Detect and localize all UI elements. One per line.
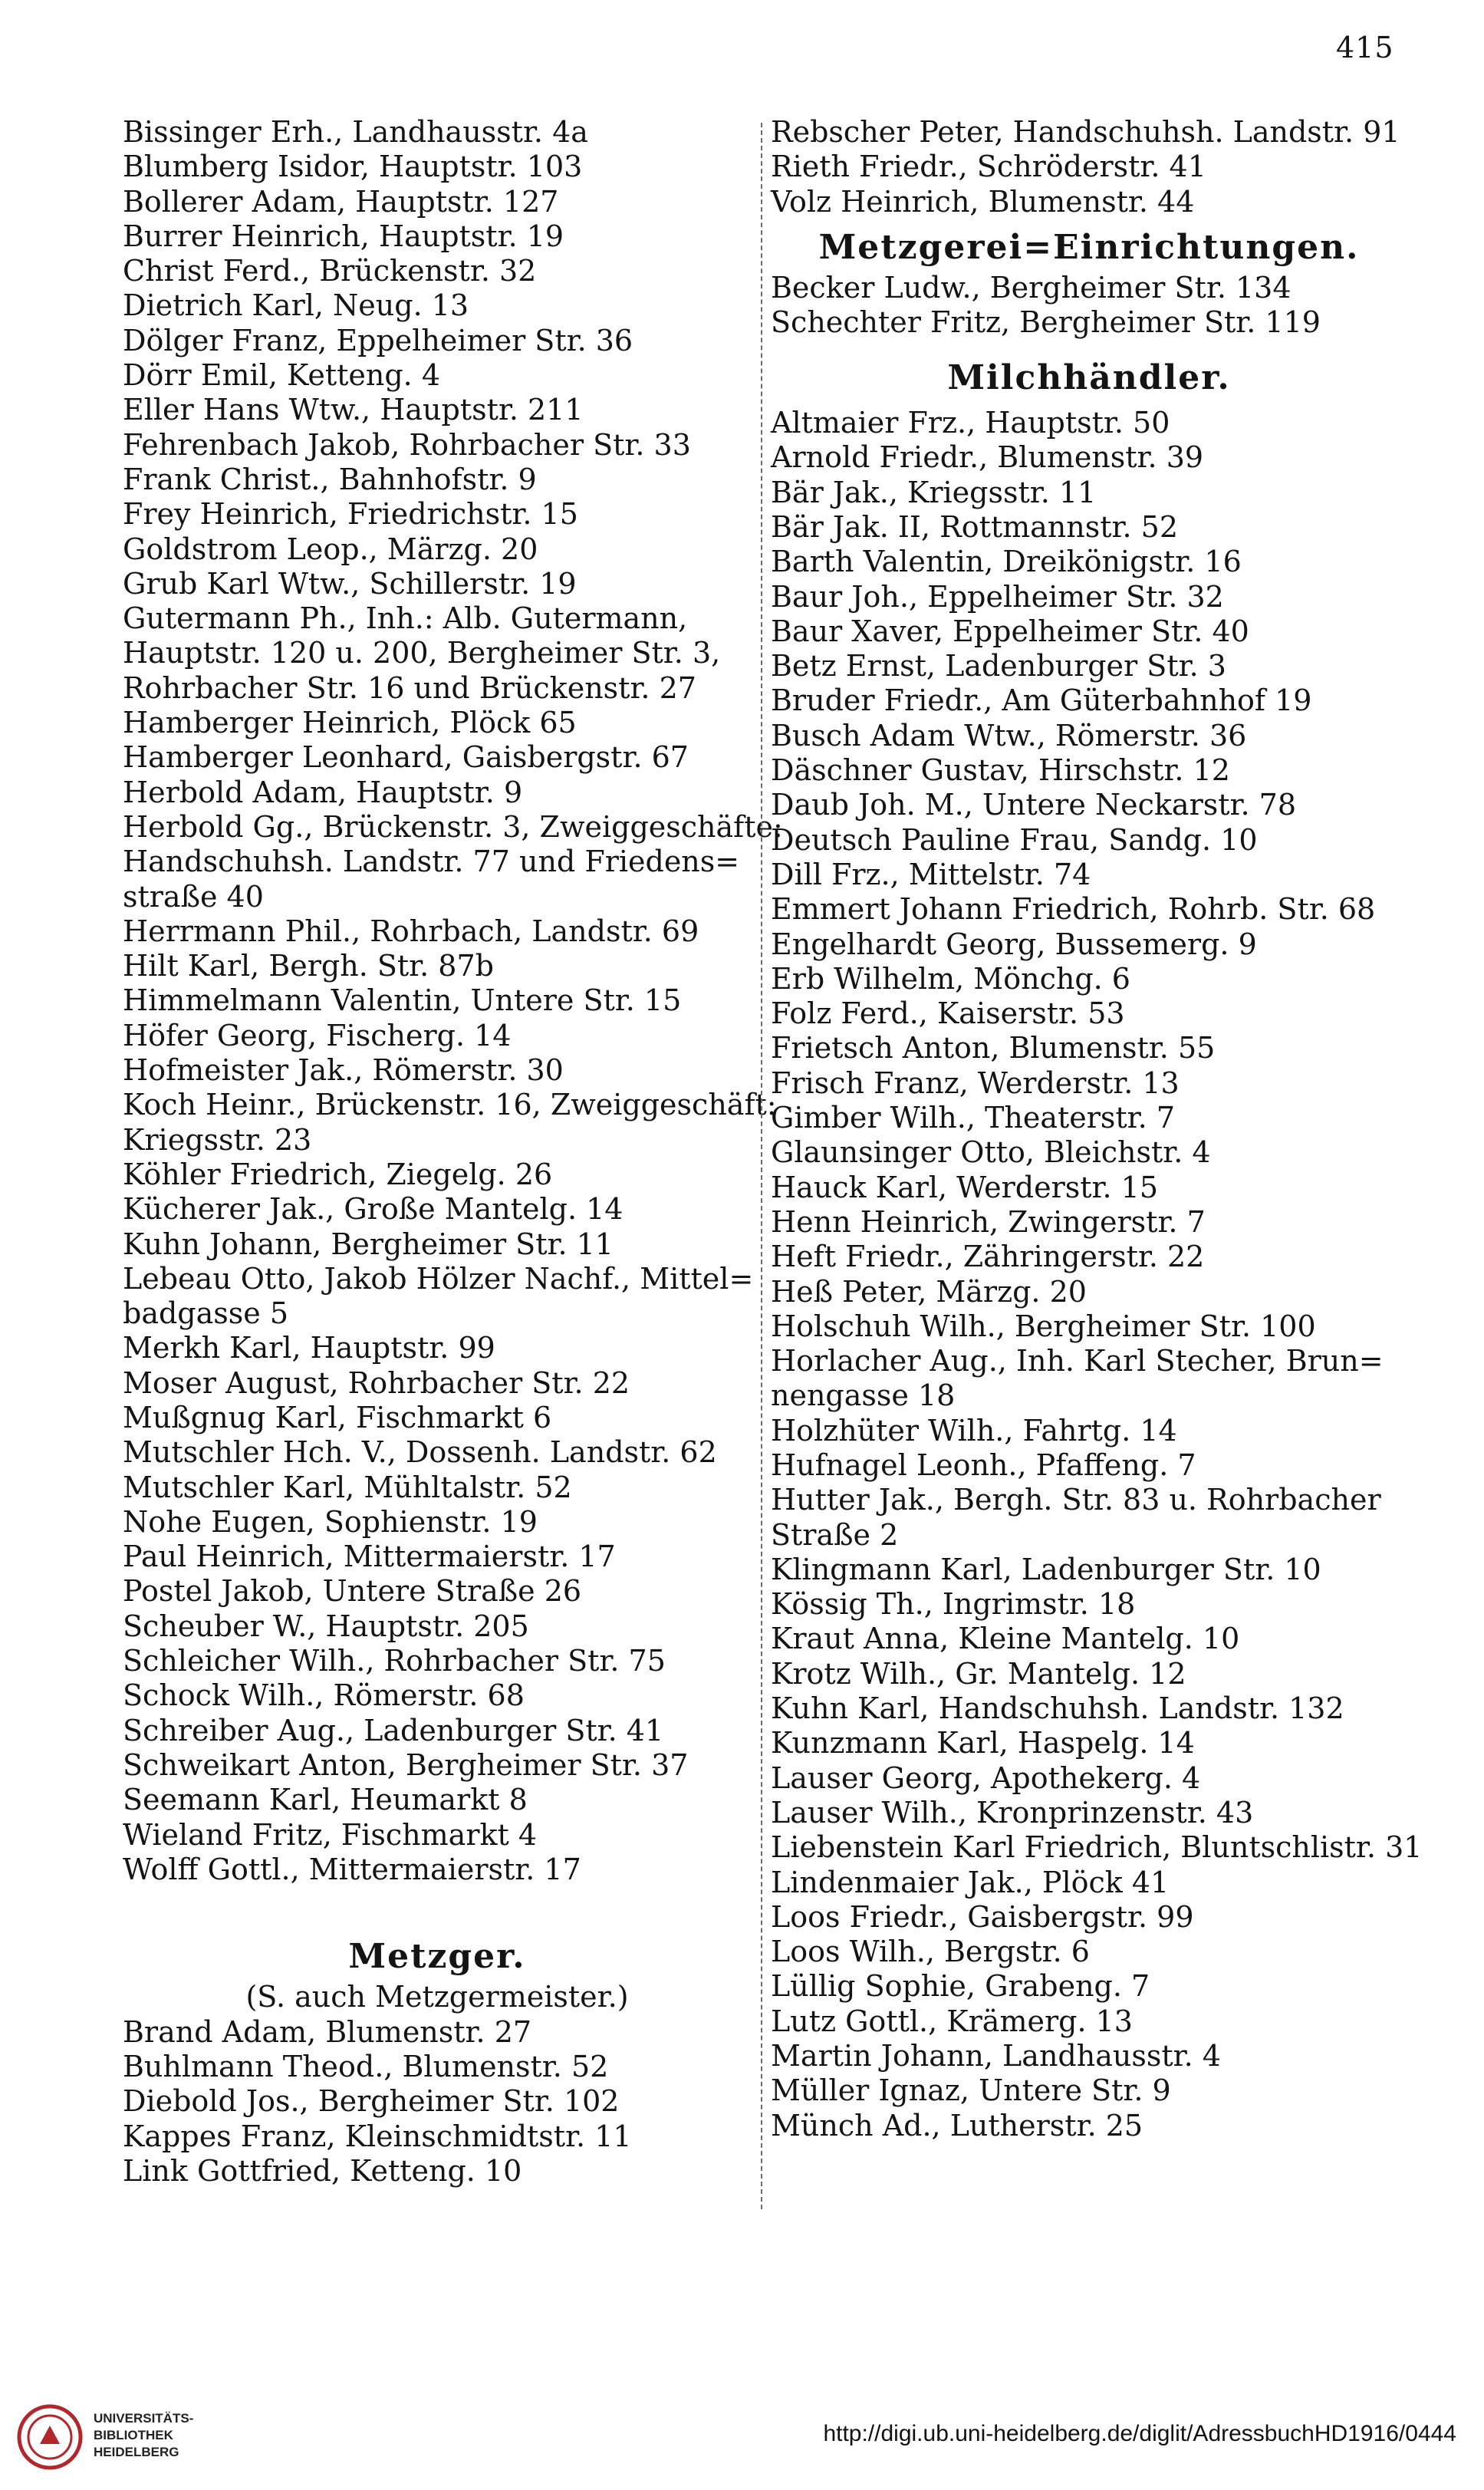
entry-line: Koch Heinr., Brückenstr. 16, Zweiggeschäft:: [123, 1088, 777, 1122]
source-url-link[interactable]: http://digi.ub.uni-heidelberg.de/diglit/AdressbuchHD1916/0444: [823, 2421, 1456, 2446]
entry-line: Kraut Anna, Kleine Mantelg. 10: [771, 1622, 1240, 1656]
entry-line: Himmelmann Valentin, Untere Str. 15: [123, 983, 682, 1018]
entry-line: Erb Wilhelm, Mönchg. 6: [771, 961, 1130, 996]
directory-entry: [123, 2119, 752, 2154]
entry-line: Betz Ernst, Ladenburger Str. 3: [771, 649, 1226, 683]
directory-entry: [123, 776, 752, 810]
entry-line: Herrmann Phil., Rohrbach, Landstr. 69: [123, 914, 699, 948]
directory-entry: [123, 1853, 752, 1887]
directory-entry: [771, 927, 1407, 962]
entry-line: Loos Friedr., Gaisbergstr. 99: [771, 1899, 1194, 1934]
entry-line: Schock Wilh., Römerstr. 68: [123, 1678, 525, 1713]
directory-entry: [771, 1761, 1407, 1796]
directory-entry: [771, 858, 1407, 892]
entry-line: Dölger Franz, Eppelheimer Str. 36: [123, 323, 633, 357]
entry-line: Krotz Wilh., Gr. Mantelg. 12: [771, 1656, 1186, 1691]
directory-entry: [771, 1483, 1407, 1553]
directory-entry: [123, 2015, 752, 2050]
entry-line: Seemann Karl, Heumarkt 8: [123, 1783, 528, 1817]
directory-entry: [771, 305, 1407, 340]
directory-entry: [771, 1622, 1407, 1656]
entry-line: Klingmann Karl, Ladenburger Str. 10: [771, 1552, 1321, 1586]
entry-line: Baur Joh., Eppelheimer Str. 32: [771, 579, 1224, 614]
directory-entry: [123, 463, 752, 497]
directory-entry: [123, 1262, 752, 1332]
entry-continuation: Hauptstr. 120 u. 200, Bergheimer Str. 3,: [123, 636, 721, 670]
entry-line: Becker Ludw., Bergheimer Str. 134: [771, 271, 1292, 305]
heading-metzgerei-einrichtungen: Metzgerei=Einrichtungen.: [818, 227, 1360, 267]
directory-entry: [771, 1066, 1407, 1101]
entry-line: Rieth Friedr., Schröderstr. 41: [771, 150, 1206, 184]
directory-entry: [771, 1205, 1407, 1240]
directory-entry: [771, 271, 1407, 305]
entry-continuation: nengasse 18: [771, 1378, 956, 1413]
directory-entry: [771, 1900, 1407, 1935]
directory-entry: [123, 1505, 752, 1540]
left-entries-b: [123, 2015, 752, 2189]
directory-entry: [123, 1471, 752, 1505]
logo-line: BIBLIOTHEK: [94, 2428, 173, 2442]
entry-line: Schreiber Aug., Ladenburger Str. 41: [123, 1713, 664, 1747]
entry-line: Heß Peter, Märzg. 20: [771, 1274, 1087, 1309]
directory-entry: [771, 1830, 1423, 1865]
directory-entry: [771, 683, 1407, 718]
entry-line: Hilt Karl, Bergh. Str. 87b: [123, 949, 494, 983]
entry-line: Horlacher Aug., Inh. Karl Stecher, Brun=: [771, 1344, 1384, 1378]
directory-entry: [123, 393, 752, 427]
entry-line: Paul Heinrich, Mittermaierstr. 17: [123, 1540, 616, 1574]
entry-line: Rebscher Peter, Handschuhsh. Landstr. 91: [771, 115, 1400, 149]
entry-line: Dill Frz., Mittelstr. 74: [771, 857, 1091, 891]
left-column: [123, 115, 783, 2189]
directory-entry: [771, 1935, 1407, 1969]
entry-line: Burrer Heinrich, Hauptstr. 19: [123, 219, 564, 253]
entry-line: Hamberger Leonhard, Gaisbergstr. 67: [123, 740, 689, 775]
entry-line: Barth Valentin, Dreikönigstr. 16: [771, 545, 1242, 579]
directory-entry: [771, 1135, 1407, 1170]
library-seal-icon: [17, 2404, 83, 2470]
entry-line: Hufnagel Leonh., Pfaffeng. 7: [771, 1448, 1196, 1482]
directory-entry: [771, 2109, 1407, 2143]
entry-line: Loos Wilh., Bergstr. 6: [771, 1935, 1090, 1969]
entry-line: Lauser Georg, Apothekerg. 4: [771, 1760, 1201, 1795]
entry-line: Frietsch Anton, Blumenstr. 55: [771, 1031, 1216, 1065]
directory-entry: [771, 1414, 1407, 1448]
directory-entry: [123, 1714, 752, 1748]
directory-entry: [771, 962, 1407, 996]
page-number: 415: [1336, 31, 1394, 64]
entry-line: Baur Xaver, Eppelheimer Str. 40: [771, 614, 1249, 648]
entry-line: Arnold Friedr., Blumenstr. 39: [771, 440, 1204, 475]
entry-continuation: Handschuhsh. Landstr. 77 und Friedens=: [123, 845, 740, 879]
directory-entry: [123, 150, 752, 184]
directory-entry: [123, 1783, 752, 1817]
entry-line: Liebenstein Karl Friedrich, Bluntschlistr. 31: [771, 1830, 1423, 1865]
directory-entry: [123, 497, 752, 532]
directory-entry: [771, 1240, 1407, 1274]
entry-line: Altmaier Frz., Hauptstr. 50: [771, 406, 1170, 440]
entry-line: Merkh Karl, Hauptstr. 99: [123, 1331, 495, 1365]
directory-entry: [771, 510, 1407, 545]
directory-entry: [123, 254, 752, 288]
entry-line: Hauck Karl, Werderstr. 15: [771, 1170, 1159, 1204]
directory-entry: [771, 788, 1407, 822]
directory-entry: [123, 1088, 777, 1158]
logo-line: HEIDELBERG: [94, 2445, 179, 2459]
entry-line: Fehrenbach Jakob, Rohrbacher Str. 33: [123, 427, 691, 462]
column-divider: [761, 123, 762, 2209]
directory-entry: [771, 1309, 1407, 1344]
directory-entry: [123, 601, 752, 706]
directory-entry: [123, 219, 752, 254]
entry-line: Eller Hans Wtw., Hauptstr. 211: [123, 393, 584, 427]
directory-entry: [771, 545, 1407, 579]
directory-entry: [123, 185, 752, 219]
entry-line: Münch Ad., Lutherstr. 25: [771, 2108, 1143, 2143]
directory-entry: [771, 115, 1407, 150]
entry-line: Dörr Emil, Ketteng. 4: [123, 358, 441, 393]
right-column: [771, 115, 1423, 2143]
directory-entry: [771, 649, 1407, 683]
directory-entry: [771, 150, 1407, 184]
heading-milchhaendler: Milchhändler.: [947, 357, 1231, 397]
right-entries-b: [771, 271, 1407, 341]
entry-line: Emmert Johann Friedrich, Rohrb. Str. 68: [771, 892, 1376, 927]
entry-line: Kuhn Johann, Bergheimer Str. 11: [123, 1227, 614, 1261]
entry-line: Herbold Gg., Brückenstr. 3, Zweiggeschäfte:: [123, 809, 783, 844]
entry-line: Bär Jak., Kriegsstr. 11: [771, 475, 1097, 509]
directory-entry: [123, 706, 752, 740]
entry-line: Nohe Eugen, Sophienstr. 19: [123, 1504, 538, 1539]
directory-entry: [123, 1192, 752, 1227]
directory-entry: [123, 949, 752, 983]
directory-entry: [771, 1275, 1407, 1309]
entry-line: Brand Adam, Blumenstr. 27: [123, 2014, 532, 2049]
entry-line: Hamberger Heinrich, Plöck 65: [123, 706, 577, 740]
entry-line: Schechter Fritz, Bergheimer Str. 119: [771, 305, 1321, 340]
directory-entry: [771, 580, 1407, 614]
directory-entry: [771, 614, 1407, 649]
directory-entry: [123, 532, 752, 567]
entry-line: Dietrich Karl, Neug. 13: [123, 288, 469, 323]
entry-line: Christ Ferd., Brückenstr. 32: [123, 254, 537, 288]
entry-line: Müller Ignaz, Untere Str. 9: [771, 2073, 1171, 2108]
directory-entry: [123, 1574, 752, 1609]
directory-entry: [123, 324, 752, 358]
entry-line: Kössig Th., Ingrimstr. 18: [771, 1587, 1136, 1622]
directory-entry: [123, 1331, 752, 1365]
entry-line: Mußgnug Karl, Fischmarkt 6: [123, 1400, 552, 1434]
directory-entry: [123, 1540, 752, 1574]
directory-entry: [771, 823, 1407, 858]
directory-entry: [771, 892, 1407, 927]
entry-line: Postel Jakob, Untere Straße 26: [123, 1574, 582, 1609]
directory-entry: [123, 740, 752, 775]
entry-continuation: Straße 2: [771, 1517, 899, 1552]
entry-line: Moser August, Rohrbacher Str. 22: [123, 1365, 630, 1400]
directory-entry: [771, 2073, 1407, 2108]
footer: [0, 2393, 1484, 2490]
entry-line: Frank Christ., Bahnhofstr. 9: [123, 462, 537, 496]
entry-line: Lüllig Sophie, Grabeng. 7: [771, 1969, 1150, 2004]
directory-entry: [123, 914, 752, 949]
entry-continuation: badgasse 5: [123, 1296, 289, 1331]
entry-line: Schweikart Anton, Bergheimer Str. 37: [123, 1747, 689, 1782]
directory-entry: [123, 1748, 752, 1783]
directory-entry: [123, 1158, 752, 1192]
directory-entry: [123, 1435, 752, 1470]
directory-entry: [123, 567, 752, 601]
directory-entry: [123, 809, 783, 914]
entry-line: Engelhardt Georg, Bussemerg. 9: [771, 927, 1257, 961]
directory-entry: [123, 358, 752, 393]
entry-continuation: Kriegsstr. 23: [123, 1122, 312, 1157]
entry-line: Lindenmaier Jak., Plöck 41: [771, 1865, 1170, 1899]
directory-entry: [771, 996, 1407, 1031]
directory-entry: [771, 1969, 1407, 2004]
entry-line: Link Gottfried, Ketteng. 10: [123, 2153, 522, 2188]
directory-entry: [771, 440, 1407, 475]
library-logo[interactable]: [17, 2399, 247, 2476]
directory-entry: [123, 2154, 752, 2189]
entry-line: Heft Friedr., Zähringerstr. 22: [771, 1240, 1205, 1274]
entry-line: Bär Jak. II, Rottmannstr. 52: [771, 509, 1179, 544]
directory-entry: [123, 1227, 752, 1262]
entry-line: Kunzmann Karl, Haspelg. 14: [771, 1726, 1195, 1760]
directory-entry: [771, 1101, 1407, 1135]
directory-entry: [771, 1657, 1407, 1691]
entry-line: Holschuh Wilh., Bergheimer Str. 100: [771, 1309, 1316, 1343]
entry-line: Lauser Wilh., Kronprinzenstr. 43: [771, 1795, 1254, 1830]
directory-entry: [123, 1019, 752, 1053]
spacer: [123, 1887, 752, 1939]
directory-entry: [123, 1818, 752, 1853]
entry-line: Kappes Franz, Kleinschmidtstr. 11: [123, 2119, 632, 2153]
heading-metzger: Metzger.: [348, 1937, 526, 1977]
entry-line: Bruder Friedr., Am Güterbahnhof 19: [771, 683, 1312, 718]
entry-line: Herbold Adam, Hauptstr. 9: [123, 775, 523, 809]
directory-entry: [771, 1726, 1407, 1760]
directory-entry: [123, 2084, 752, 2119]
directory-entry: [771, 1587, 1407, 1622]
directory-entry: [771, 476, 1407, 510]
entry-line: Buhlmann Theod., Blumenstr. 52: [123, 2050, 609, 2084]
entry-line: Daub Joh. M., Untere Neckarstr. 78: [771, 788, 1297, 822]
directory-entry: [123, 1401, 752, 1435]
directory-entry: [771, 753, 1407, 788]
entry-line: Grub Karl Wtw., Schillerstr. 19: [123, 566, 577, 601]
entry-line: Bissinger Erh., Landhausstr. 4a: [123, 115, 588, 149]
entry-line: Frey Heinrich, Friedrichstr. 15: [123, 497, 578, 532]
entry-line: Goldstrom Leop., Märzg. 20: [123, 532, 538, 566]
directory-entry: [771, 1171, 1407, 1205]
entry-line: Däschner Gustav, Hirschstr. 12: [771, 753, 1230, 788]
left-entries-a: [123, 115, 783, 1887]
entry-line: Frisch Franz, Werderstr. 13: [771, 1065, 1180, 1100]
entry-line: Gutermann Ph., Inh.: Alb. Gutermann,: [123, 601, 688, 636]
entry-line: Köhler Friedrich, Ziegelg. 26: [123, 1157, 553, 1191]
entry-line: Bollerer Adam, Hauptstr. 127: [123, 184, 559, 219]
directory-entry: [123, 115, 752, 150]
directory-entry: [771, 1691, 1407, 1726]
directory-entry: [771, 185, 1407, 219]
directory-entry: [771, 406, 1407, 440]
entry-line: Scheuber W., Hauptstr. 205: [123, 1609, 529, 1643]
entry-line: Höfer Georg, Fischerg. 14: [123, 1018, 512, 1052]
entry-line: Mutschler Hch. V., Dossenh. Landstr. 62: [123, 1435, 717, 1470]
directory-entry: [771, 2004, 1407, 2039]
library-logo-text: [94, 2410, 193, 2461]
entry-line: Holzhüter Wilh., Fahrtg. 14: [771, 1413, 1177, 1448]
heading-metzger-note: (S. auch Metzgermeister.): [245, 1980, 629, 2014]
entry-line: Hutter Jak., Bergh. Str. 83 u. Rohrbacher: [771, 1483, 1381, 1517]
entry-line: Lebeau Otto, Jakob Hölzer Nachf., Mittel=: [123, 1261, 754, 1296]
directory-entry: [123, 983, 752, 1018]
directory-entry: [771, 1448, 1407, 1483]
directory-entry: [771, 719, 1407, 753]
entry-line: Schleicher Wilh., Rohrbacher Str. 75: [123, 1644, 666, 1678]
directory-entry: [123, 1644, 752, 1678]
directory-entry: [123, 1366, 752, 1401]
right-entries-c: [771, 406, 1423, 2143]
directory-entry: [123, 2050, 752, 2084]
directory-entry: [123, 1053, 752, 1088]
directory-entry: [771, 1031, 1407, 1065]
entry-line: Deutsch Pauline Frau, Sandg. 10: [771, 822, 1258, 857]
entry-line: Kuhn Karl, Handschuhsh. Landstr. 132: [771, 1691, 1344, 1726]
entry-line: Hofmeister Jak., Römerstr. 30: [123, 1053, 564, 1088]
directory-entry: [123, 428, 752, 463]
directory-entry: [123, 1678, 752, 1713]
directory-entry: [123, 288, 752, 323]
entry-line: Blumberg Isidor, Hauptstr. 103: [123, 150, 583, 184]
directory-entry: [123, 1609, 752, 1644]
entry-line: Glaunsinger Otto, Bleichstr. 4: [771, 1135, 1211, 1170]
entry-line: Busch Adam Wtw., Römerstr. 36: [771, 718, 1247, 753]
entry-line: Gimber Wilh., Theaterstr. 7: [771, 1101, 1175, 1135]
right-entries-a: [771, 115, 1407, 219]
entry-line: Diebold Jos., Bergheimer Str. 102: [123, 2084, 620, 2119]
entry-line: Folz Ferd., Kaiserstr. 53: [771, 996, 1125, 1031]
directory-entry: [771, 1866, 1407, 1900]
entry-line: Lutz Gottl., Krämerg. 13: [771, 2004, 1133, 2038]
directory-entry: [771, 1796, 1407, 1830]
entry-line: Wieland Fritz, Fischmarkt 4: [123, 1817, 538, 1852]
logo-line: UNIVERSITÄTS-: [94, 2411, 194, 2426]
entry-line: Mutschler Karl, Mühltalstr. 52: [123, 1470, 572, 1504]
directory-entry: [771, 1344, 1407, 1414]
directory-entry: [771, 2039, 1407, 2073]
entry-continuation: Rohrbacher Str. 16 und Brückenstr. 27: [123, 670, 696, 705]
entry-line: Henn Heinrich, Zwingerstr. 7: [771, 1204, 1206, 1239]
entry-line: Martin Johann, Landhausstr. 4: [771, 2039, 1221, 2073]
entry-line: Volz Heinrich, Blumenstr. 44: [771, 184, 1195, 219]
entry-line: Kücherer Jak., Große Mantelg. 14: [123, 1192, 624, 1227]
entry-continuation: straße 40: [123, 879, 264, 914]
directory-entry: [771, 1553, 1407, 1587]
entry-line: Wolff Gottl., Mittermaierstr. 17: [123, 1852, 581, 1886]
